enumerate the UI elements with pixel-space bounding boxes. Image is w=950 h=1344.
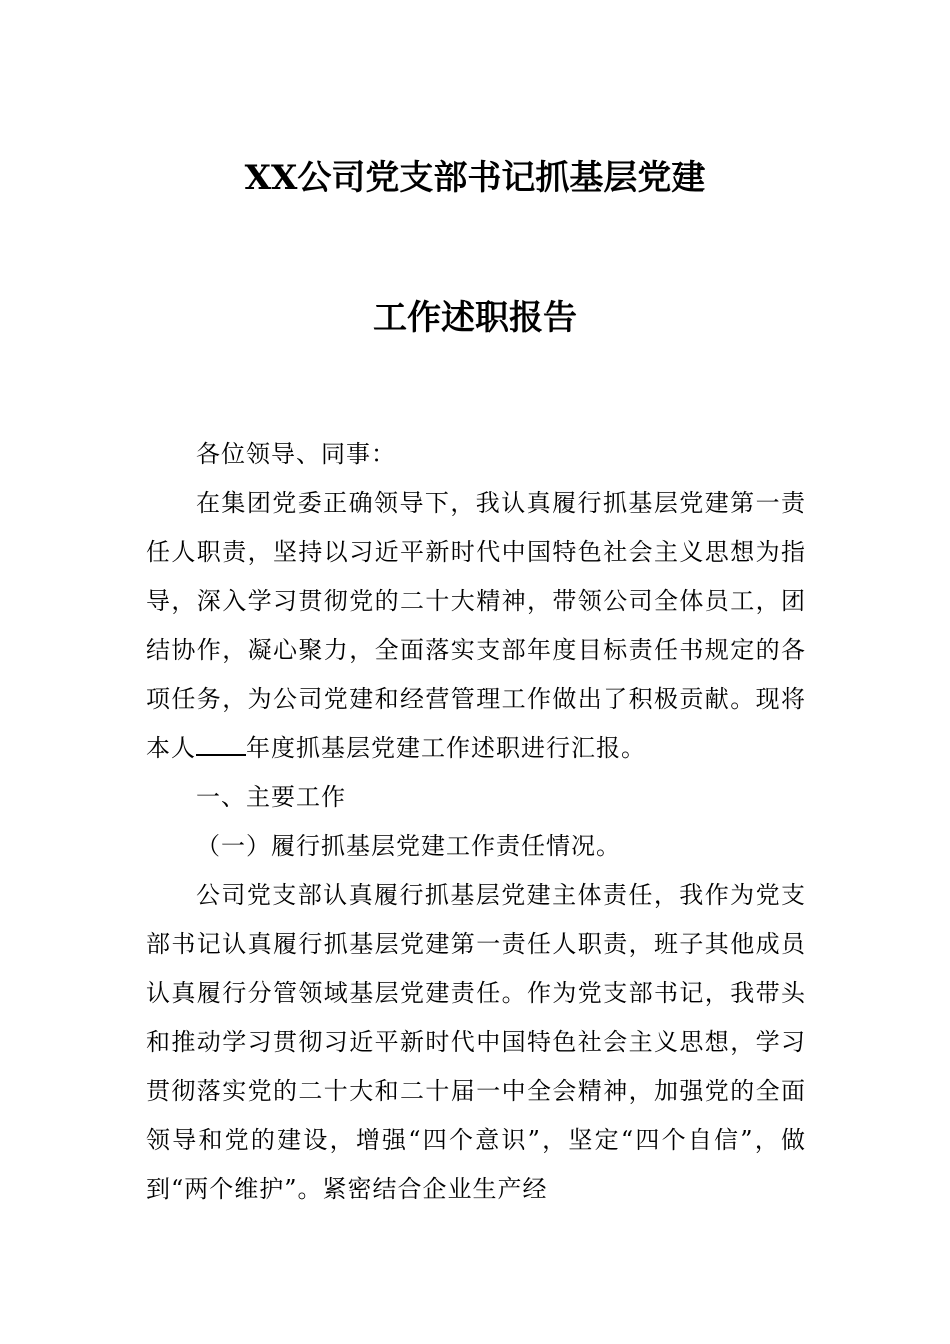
intro-text-part-1: 在集团党委正确领导下，我认真履行抓基层党建第一责任人职责，坚持以习近平新时代中国特色社会主义思想为指导，深入学习贯彻党的二十大精神，带领公司全体员工，团结协作，凝心聚力，全面落实支部年度目标责任书规定的各项任务，为公司党建和经营管理工作做出了积极贡献。现将本人: [146, 489, 806, 762]
document-body: [146, 430, 806, 1214]
fill-in-blank: [196, 734, 246, 756]
document-title-line-2: 工作述职报告: [373, 298, 577, 338]
salutation: 各位领导、同事：: [196, 440, 396, 468]
subsection-heading: （一）履行抓基层党建工作责任情况。: [196, 832, 621, 860]
intro-text-part-2: 年度抓基层党建工作述职进行汇报。: [246, 734, 646, 762]
intro-paragraph: [146, 479, 806, 773]
document-title-line-1: XX公司党支部书记抓基层党建: [244, 158, 706, 198]
body-paragraph: 公司党支部认真履行抓基层党建主体责任，我作为党支部书记认真履行抓基层党建第一责任人职责，班子其他成员认真履行分管领域基层党建责任。作为党支部书记，我带头和推动学习贯彻习近平新时代中国特色社会主义思想，学习贯彻落实党的二十大和二十届一中全会精神，加强党的全面领导和党的建设，增强“四个意识”，坚定“四个自信”，做到“两个维护”。紧密结合企业生产经: [146, 881, 806, 1203]
section-heading: 一、主要工作: [196, 783, 346, 811]
